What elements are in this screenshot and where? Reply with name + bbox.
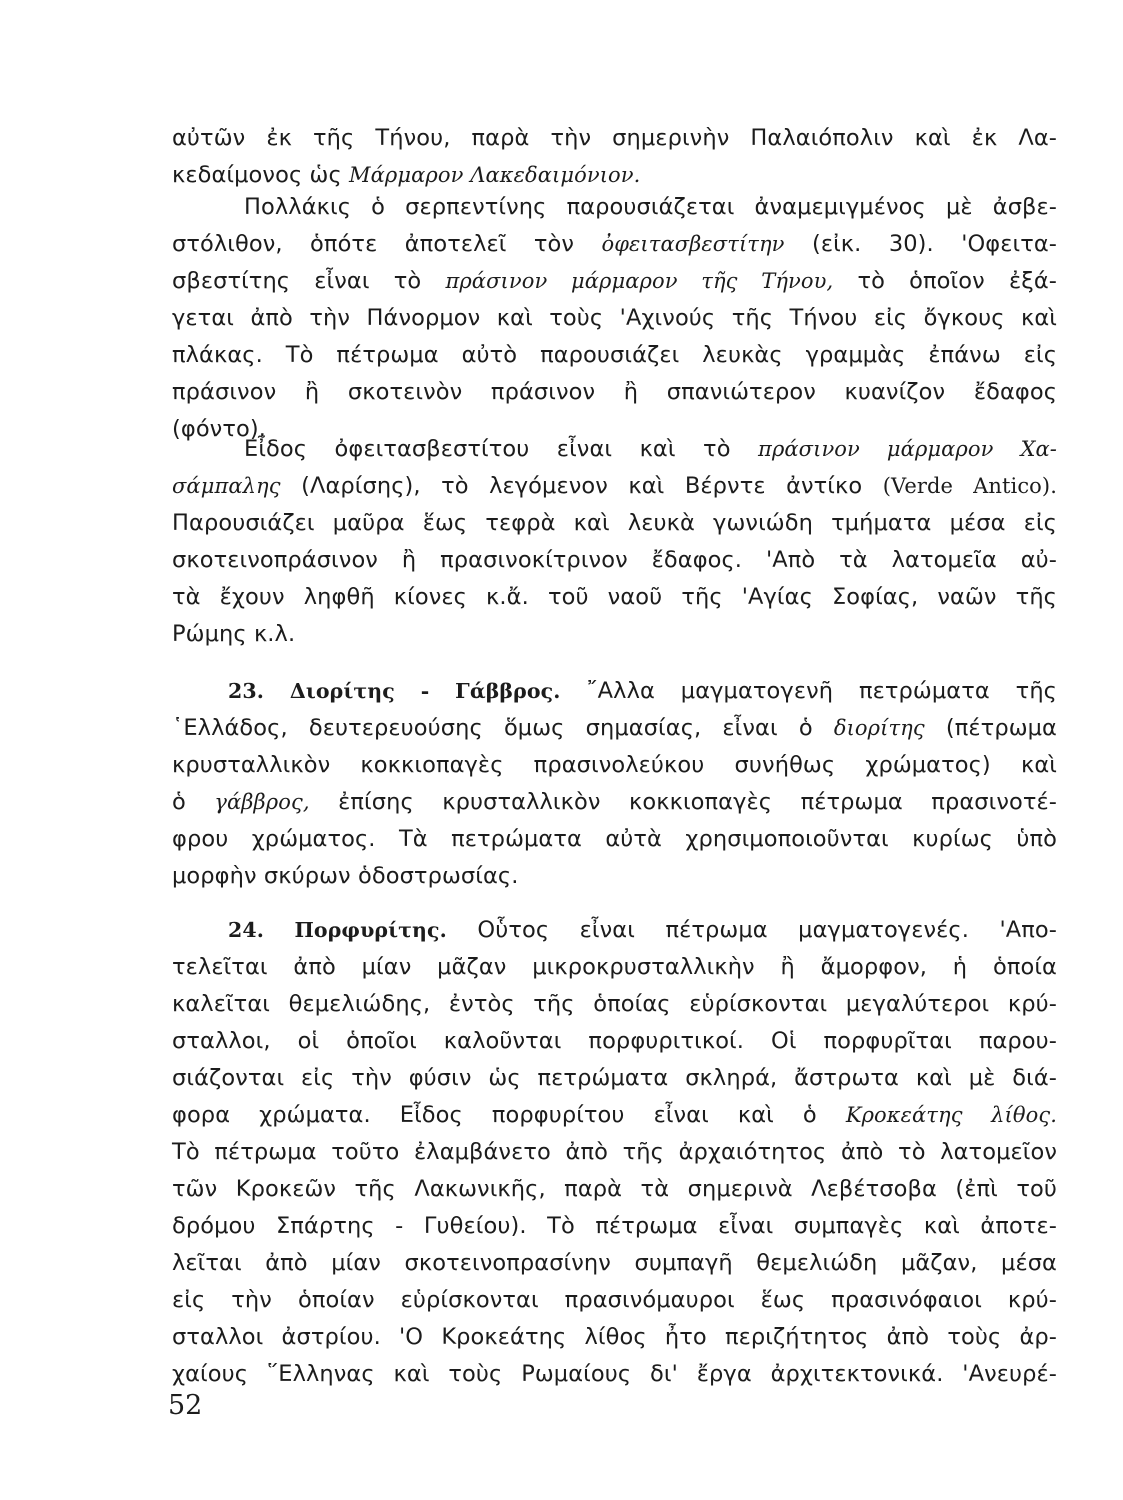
text-line: αὐτῶν ἐκ τῆς Τήνου, παρὰ τὴν σημερινὴν Παλαιόπολιν καὶ ἐκ Λα-: [172, 125, 1057, 151]
text-line: σταλλοι ἀστρίου. 'Ο Κροκεάτης λίθος ἦτο περιζήτητος ἀπὸ τοὺς ἀρ-: [172, 1324, 1057, 1350]
text-line: τῶν Κροκεῶν τῆς Λακωνικῆς, παρὰ τὰ σημερινὰ Λεβέτσοβα (ἐπὶ τοῦ: [172, 1176, 1057, 1202]
text-line: σταλλοι, οἱ ὁποῖοι καλοῦνται πορφυριτικοί. Οἱ πορφυρῖται παρου-: [172, 1028, 1057, 1054]
text-line: τὰ ἔχουν ληφθῆ κίονες κ.ἄ. τοῦ ναοῦ τῆς 'Αγίας Σοφίας, ναῶν τῆς: [172, 584, 1057, 610]
text-line: λεῖται ἀπὸ μίαν σκοτεινοπρασίνην συμπαγῆ θεμελιώδη μᾶζαν, μέσα: [172, 1250, 1057, 1276]
text-line: Εἶδος ὀφειτασβεστίτου εἶναι καὶ τὸ πράσινον μάρμαρον Χα-: [244, 436, 1057, 462]
italic-term: σάμπαλης: [172, 474, 281, 498]
italic-term: Μάρμαρον Λακεδαιμόνιον.: [349, 163, 641, 187]
text-line: 24. Πορφυρίτης. Οὗτος εἶναι πέτρωμα μαγματογενές. 'Απο-: [228, 917, 1057, 943]
text-line: πράσινον ἢ σκοτεινὸν πράσινον ἢ σπανιώτερον κυανίζον ἔδαφος: [172, 379, 1057, 405]
text-line: κεδαίμονος ὡς Μάρμαρον Λακεδαιμόνιον.: [172, 162, 641, 188]
text-line: (φόντο).: [172, 416, 266, 442]
text-line: ῾Ελλάδος, δευτερευούσης ὅμως σημασίας, εἶναι ὁ διορίτης (πέτρωμα: [172, 715, 1057, 741]
text-line: γεται ἀπὸ τὴν Πάνορμον καὶ τοὺς 'Αχινούς τῆς Τήνου εἰς ὄγκους καὶ: [172, 305, 1057, 331]
text-line: σιάζονται εἰς τὴν φύσιν ὡς πετρώματα σκληρά, ἄστρωτα καὶ μὲ διά-: [172, 1065, 1057, 1091]
text-line: φορα χρώματα. Εἶδος πορφυρίτου εἶναι καὶ ὁ Κροκεάτης λίθος.: [172, 1102, 1057, 1128]
latin-term: (Verde Antico).: [882, 474, 1057, 498]
italic-term: πράσινον μάρμαρον Χα-: [758, 437, 1057, 461]
text-line: Πολλάκις ὁ σερπεντίνης παρουσιάζεται ἀναμεμιγμένος μὲ ἀσβε-: [244, 194, 1057, 220]
text-line: σάμπαλης (Λαρίσης), τὸ λεγόμενον καὶ Βέρντε ἀντίκο (Verde Antico).: [172, 473, 1057, 499]
italic-term: διορίτης: [833, 716, 925, 740]
text-line: χαίους ῞Ελληνας καὶ τοὺς Ρωμαίους δι' ἔργα ἀρχιτεκτονικά. 'Ανευρέ-: [172, 1361, 1057, 1387]
text-line: ὁ γάββρος, ἐπίσης κρυσταλλικὸν κοκκιοπαγὲς πέτρωμα πρασινοτέ-: [172, 789, 1058, 815]
text-line: Παρουσιάζει μαῦρα ἕως τεφρὰ καὶ λευκὰ γωνιώδη τμήματα μέσα εἰς: [172, 510, 1057, 536]
section-heading: 24. Πορφυρίτης.: [228, 918, 447, 942]
italic-term: ὀφειτασβεστίτην: [601, 232, 785, 256]
text-line: εἰς τὴν ὁποίαν εὑρίσκονται πρασινόμαυροι ἕως πρασινόφαιοι κρύ-: [172, 1287, 1057, 1313]
text-line: τελεῖται ἀπὸ μίαν μᾶζαν μικροκρυσταλλικὴν ἢ ἄμορφον, ἡ ὁποία: [172, 954, 1057, 980]
text-line: 23. Διορίτης - Γάββρος. ῎Αλλα μαγματογενῆ πετρώματα τῆς: [228, 678, 1057, 704]
text-line: φρου χρώματος. Τὰ πετρώματα αὐτὰ χρησιμοποιοῦνται κυρίως ὑπὸ: [172, 826, 1057, 852]
text-line: μορφὴν σκύρων ὁδοστρωσίας.: [172, 863, 519, 889]
text-line: στόλιθον, ὁπότε ἀποτελεῖ τὸν ὀφειτασβεστίτην (εἰκ. 30). 'Οφειτα-: [172, 231, 1058, 257]
text-line: κρυσταλλικὸν κοκκιοπαγὲς πρασινολεύκου συνήθως χρώματος) καὶ: [172, 752, 1057, 778]
page-number: 52: [168, 1390, 203, 1421]
text-line: καλεῖται θεμελιώδης, ἐντὸς τῆς ὁποίας εὑρίσκονται μεγαλύτεροι κρύ-: [172, 991, 1057, 1017]
text-line: σκοτεινοπράσινον ἢ πρασινοκίτρινον ἔδαφος. 'Απὸ τὰ λατομεῖα αὐ-: [172, 547, 1057, 573]
section-heading: 23. Διορίτης - Γάββρος.: [228, 679, 561, 703]
italic-term: Κροκεάτης λίθος.: [845, 1103, 1057, 1127]
text-line: πλάκας. Τὸ πέτρωμα αὐτὸ παρουσιάζει λευκὰς γραμμὰς ἐπάνω εἰς: [172, 342, 1057, 368]
text-line: Τὸ πέτρωμα τοῦτο ἐλαμβάνετο ἀπὸ τῆς ἀρχαιότητος ἀπὸ τὸ λατομεῖον: [172, 1139, 1057, 1165]
italic-term: γάββρος,: [214, 790, 310, 814]
text-line: Ρώμης κ.λ.: [172, 621, 296, 647]
italic-term: πράσινον μάρμαρον τῆς Τήνου,: [445, 269, 834, 293]
text-line: σβεστίτης εἶναι τὸ πράσινον μάρμαρον τῆς Τήνου, τὸ ὁποῖον ἐξά-: [172, 268, 1058, 294]
text-line: δρόμου Σπάρτης - Γυθείου). Τὸ πέτρωμα εἶναι συμπαγὲς καὶ ἀποτε-: [172, 1213, 1057, 1239]
